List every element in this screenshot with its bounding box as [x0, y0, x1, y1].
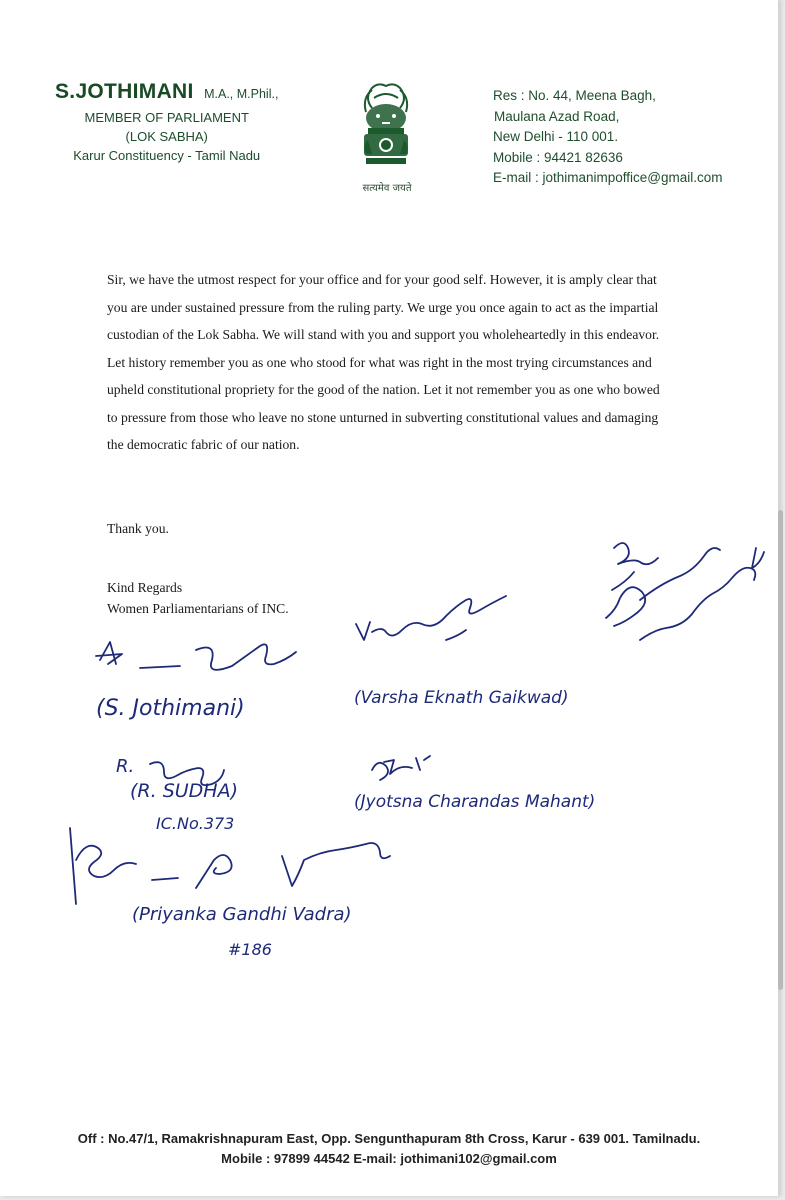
national-emblem-icon — [352, 78, 420, 194]
handwritten-name-priyanka: (Priyanka Gandhi Vadra) — [132, 904, 352, 925]
letterhead-footer — [0, 1131, 778, 1166]
member-qualifications: M.A., M.Phil., — [204, 87, 279, 101]
residence-mobile: Mobile : 94421 82636 — [493, 149, 623, 165]
handwritten-initial-sudha: R. — [116, 756, 135, 777]
residence-line-2: Maulana Azad Road, — [494, 108, 620, 124]
handwritten-id-priyanka: #186 — [228, 940, 272, 959]
residence-line-1: Res : No. 44, Meena Bagh, — [493, 88, 656, 103]
signature-jothimani — [96, 642, 296, 670]
footer-contact: Mobile : 97899 44542 E-mail: jothimani102@gmail.com — [221, 1151, 557, 1166]
letterhead-left — [55, 80, 278, 165]
body-paragraph-1: Sir, we have the utmost respect for your office and for your good self. However, it is amply clear that you are under sustained pressure from the ruling party. We urge you once again to act as the impartial custodian of the Lok Sabha. We will stand with you and support you wholeheartedly in this endeavor. — [107, 272, 660, 342]
member-name: S.JOTHIMANI — [55, 80, 194, 103]
body-paragraph-2: Let history remember you as one who stood for what was right in the most trying circumstances and upheld constitutional propriety for the good of the nation. Let it not remember you as one who bowed to pressure from those who leave no stone unturned in subverting constitutional values and damaging the democratic fabric of our nation. — [107, 354, 660, 452]
kind-regards: Kind Regards — [107, 580, 183, 595]
footer-office-address: Off : No.47/1, Ramakrishnapuram East, Opp. Sengunthapuram 8th Cross, Karur - 639 001. Tamilnadu. — [77, 1131, 701, 1146]
handwritten-name-sudha: (R. SUDHA) — [130, 780, 238, 802]
closing-block — [107, 577, 289, 619]
handwritten-name-varsha: (Varsha Eknath Gaikwad) — [354, 688, 569, 708]
residence-email: E-mail : jothimanimpoffice@gmail.com — [493, 170, 723, 185]
member-title: MEMBER OF PARLIAMENT — [84, 110, 249, 125]
signature-varsha — [356, 596, 506, 640]
thanks-line: Thank you. — [107, 521, 169, 536]
scrollbar[interactable] — [778, 510, 783, 990]
member-name-line — [55, 80, 278, 104]
residence-line-3: New Delhi - 110 001. — [493, 129, 619, 144]
emblem-motto: सत्यमेव जयते — [362, 183, 412, 194]
member-house: (LOK SABHA) — [125, 129, 208, 144]
signature-priyanka — [70, 828, 390, 904]
handwritten-name-jyotsna: (Jyotsna Charandas Mahant) — [354, 792, 596, 812]
signatory-group: Women Parliamentarians of INC. — [107, 601, 289, 616]
member-constituency: Karur Constituency - Tamil Nadu — [73, 148, 261, 163]
handwritten-name-jothimani: (S. Jothimani) — [96, 696, 245, 721]
letterhead-right — [493, 86, 723, 189]
letter-body — [107, 266, 667, 459]
signature-top-right — [606, 543, 764, 640]
signature-jyotsna — [372, 756, 430, 780]
handwritten-id-sudha: IC.No.373 — [156, 814, 235, 833]
